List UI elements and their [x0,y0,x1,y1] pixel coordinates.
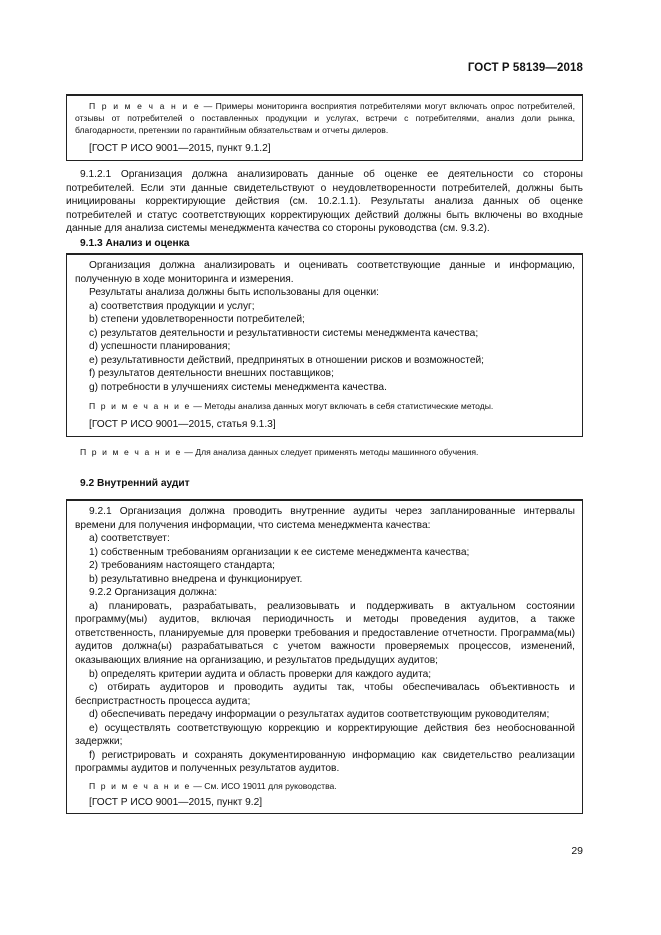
list-item: d) обеспечивать передачу информации о результатах аудитов соответствующим руководителям; [89,709,550,721]
list-item: a) планировать, разрабатывать, реализовывать и поддерживать в актуальном состоянии программу(мы) аудитов, включая периодичность и методы проведения аудитов, а также ответственность, планируемые для проверки требования и предоставление отчетности. Программа(мы) аудитов должна(ы) разрабатываться с учетом важности проверяемых процессов, изменений, оказывающих влияние на организацию, и результатов предыдущих аудитов; [75,600,575,667]
note-label: П р и м е ч а н и е [89,101,201,111]
list-item: f) регистрировать и сохранять документированную информацию как свидетельство реализации программы аудитов и полученных результатов аудитов. [75,749,575,775]
note-text: — См. ИСО 19011 для руководства. [190,780,337,791]
list-item: b) степени удовлетворенности потребителей; [89,314,305,326]
note-text: — Примеры мониторинга восприятия потребителями могут включать опрос потребителей, отзывы от потребителей о поставленных продукции и услугах, встречи с потребителями, анализ доли рынка, благодарности, претензии по гарантийным обязательствам и отчеты дилеров. [75,101,575,135]
paragraph-9-1-2-1: 9.1.2.1 Организация должна анализировать данные об оценке ее деятельности со стороны потребителей. Если эти данные свидетельствуют о неудовлетворенности потребителей, должны быть инициированы корректирующие действия (см. 10.2.1.1). Результаты анализа данных об оценке потребителей и статус соответствующих корректирующих действий должны быть включены во входные данные для анализа системы менеджмента качества со стороны руководства (см. 9.3.2). [66,169,583,235]
note-monitoring [75,100,575,136]
analysis-intro: Организация должна анализировать и оценивать соответствующие данные и информацию, полученную в ходе мониторинга и измерения. [75,260,575,285]
standard-header: ГОСТ Р 58139—2018 [467,62,583,74]
paragraph-9-2-1: 9.2.1 Организация должна проводить внутренние аудиты через запланированные интервалы времени для получения информации, что система менеджмента качества: [75,506,575,531]
list-item: e) осуществлять соответствующую коррекцию и корректирующие действия без необоснованной задержки; [75,722,575,748]
list-item: c) отбирать аудиторов и проводить аудиты так, чтобы обеспечивалась объективность и беспристрастность процесса аудита; [75,682,575,707]
heading-9-2: 9.2 Внутренний аудит [80,478,190,489]
note-text: — Методы анализа данных могут включать в себя статистические методы. [190,401,494,412]
note-analysis [75,400,575,412]
list-item: b) результативно внедрена и функционирует. [89,573,303,585]
list-item: f) результатов деятельности внешних поставщиков; [89,368,334,380]
list-item: b) определять критерии аудита и область проверки для каждого аудита; [89,668,432,680]
quote-box-analysis [66,253,583,437]
reference: [ГОСТ Р ИСО 9001—2015, пункт 9.1.2] [89,143,271,154]
section-9-1-2-1 [66,168,583,250]
list-item: d) успешности планирования; [89,341,231,353]
list-item: e) результативности действий, предпринятых в отношении рисков и возможностей; [89,354,485,366]
reference: [ГОСТ Р ИСО 9001—2015, пункт 9.2] [89,796,263,808]
paragraph-9-2-2: 9.2.2 Организация должна: [89,587,218,599]
analysis-lead: Результаты анализа должны быть использованы для оценки: [89,287,379,299]
note-label: П р и м е ч а н и е [89,401,191,412]
list-item: a) соответствия продукции и услуг; [89,300,255,312]
heading-9-1-3: 9.1.3 Анализ и оценка [80,237,190,249]
note-text: — Для анализа данных следует применять методы машинного обучения. [181,447,479,457]
page-number: 29 [571,845,583,857]
reference: [ГОСТ Р ИСО 9001—2015, статья 9.1.3] [89,419,276,431]
section-9-2 [66,477,583,491]
quote-box-monitoring [66,94,583,161]
note-label: П р и м е ч а н и е [89,780,191,791]
list-item: c) результатов деятельности и результативности системы менеджмента качества; [89,327,479,339]
list-item: g) потребности в улучшениях системы менеджмента качества. [89,381,387,393]
note-machine-learning [66,446,583,458]
list-item: 2) требованиям настоящего стандарта; [89,560,275,572]
list-item: 1) собственным требованиям организации к ее системе менеджмента качества; [89,546,470,558]
note-label: П р и м е ч а н и е [80,447,182,457]
quote-box-internal-audit [66,499,583,814]
note-audit [75,780,575,792]
list-item: a) соответствует: [89,533,170,545]
